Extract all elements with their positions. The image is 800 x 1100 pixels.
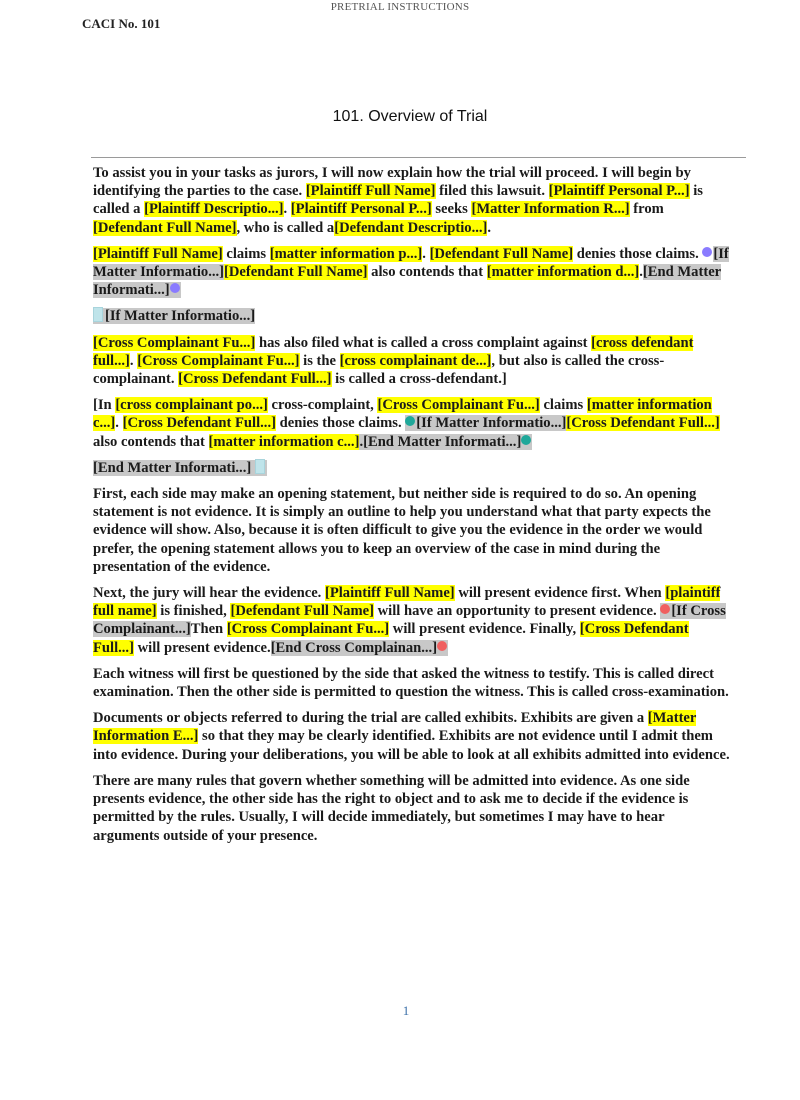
- text: Documents or objects referred to during the trial are called exhibits. Exhibits are given a: [93, 710, 648, 727]
- text: Then: [190, 621, 227, 638]
- text: also contends that: [367, 264, 487, 281]
- text: will present evidence first. When: [454, 585, 666, 602]
- text: .: [422, 245, 430, 262]
- text: , but also is called the cross-complainant.: [93, 352, 665, 388]
- merge-field[interactable]: [plaintiff full name]: [93, 585, 721, 620]
- condition-marker-icon[interactable]: [405, 416, 415, 426]
- merge-field[interactable]: [cross defendant full...]: [93, 334, 694, 369]
- text: will present evidence. Finally,: [389, 621, 580, 638]
- conditional-field[interactable]: [If Matter Informatio...]: [105, 308, 256, 325]
- text: claims: [222, 245, 270, 262]
- merge-field[interactable]: [Plaintiff Full Name]: [324, 585, 455, 602]
- conditional-field[interactable]: [End Matter Informati...]: [93, 459, 252, 476]
- merge-field[interactable]: [Matter Information R...]: [471, 201, 630, 218]
- merge-field[interactable]: [matter information p...]: [269, 245, 423, 262]
- conditional-field[interactable]: [End Cross Complainan...]: [270, 639, 438, 656]
- merge-field[interactable]: [matter information c...]: [208, 433, 360, 450]
- text: seeks: [431, 201, 472, 218]
- caci-number: CACI No. 101: [82, 16, 161, 31]
- paragraph-exhibits: [93, 709, 733, 764]
- merge-field[interactable]: [Plaintiff Personal P...]: [290, 201, 432, 218]
- merge-field[interactable]: [Plaintiff Full Name]: [305, 183, 436, 200]
- merge-field[interactable]: [Plaintiff Personal P...]: [548, 183, 690, 200]
- merge-field[interactable]: [Plaintiff Descriptio...]: [144, 201, 284, 218]
- merge-field[interactable]: [Cross Complainant Fu...]: [137, 352, 300, 369]
- text: .: [129, 352, 138, 369]
- merge-field[interactable]: [Defendant Full Name]: [93, 219, 237, 236]
- conditional-field[interactable]: [End Matter Informati...]: [93, 264, 722, 299]
- conditional-field[interactable]: [If Cross Complainant...]: [93, 603, 726, 638]
- merge-field[interactable]: [Cross Defendant Full...]: [566, 415, 720, 432]
- horizontal-rule: [91, 157, 746, 158]
- page-number: 1: [402, 1003, 410, 1018]
- merge-field[interactable]: [Cross Defendant Full...]: [178, 371, 332, 388]
- merge-field[interactable]: [matter information c...]: [93, 397, 712, 432]
- paragraph-intro: [93, 164, 733, 237]
- merge-field[interactable]: [cross complainant de...]: [339, 352, 492, 369]
- paragraph-if-matter: [93, 307, 733, 325]
- text: To assist you in your tasks as jurors, I will now explain how the trial will proceed. I will begin by identifying the parties to the case.: [93, 165, 691, 200]
- paragraph-end-matter: [93, 459, 733, 477]
- paragraph-cross-claims: [93, 396, 733, 451]
- text: is called a cross-defendant.]: [331, 371, 507, 388]
- merge-field[interactable]: [matter information d...]: [486, 264, 640, 281]
- condition-marker-icon[interactable]: [521, 435, 531, 445]
- text: filed this lawsuit.: [435, 183, 549, 200]
- text: [In: [93, 397, 116, 414]
- merge-field[interactable]: [Cross Complainant Fu...]: [93, 334, 256, 351]
- text: has also filed what is called a cross complaint against: [255, 334, 592, 351]
- merge-field[interactable]: [Cross Complainant Fu...]: [377, 397, 540, 414]
- merge-field[interactable]: [Defendant Full Name]: [230, 603, 374, 620]
- text: cross-complaint,: [267, 397, 378, 414]
- bookmark-icon[interactable]: [255, 459, 265, 474]
- merge-field[interactable]: [Defendant Full Name]: [429, 245, 574, 262]
- text: will have an opportunity to present evidence.: [373, 603, 661, 620]
- merge-field[interactable]: [Defendant Descriptio...]: [334, 219, 488, 236]
- text: .: [487, 219, 492, 236]
- text: denies those claims.: [275, 415, 406, 432]
- condition-marker-icon[interactable]: [702, 247, 712, 257]
- merge-field[interactable]: [Cross Complainant Fu...]: [226, 621, 390, 638]
- merge-field[interactable]: [cross complainant po...]: [115, 397, 268, 414]
- text: .: [359, 433, 364, 450]
- text: Next, the jury will hear the evidence.: [93, 585, 325, 602]
- text: claims: [539, 397, 587, 414]
- merge-field[interactable]: [Defendant Full Name]: [224, 264, 368, 281]
- paragraph-evidence-order: [93, 584, 733, 657]
- merge-field[interactable]: [Plaintiff Full Name]: [93, 245, 223, 262]
- text: .: [639, 264, 643, 281]
- merge-field[interactable]: [Cross Defendant Full...]: [122, 415, 276, 432]
- text: is called a: [93, 183, 703, 218]
- conditional-field[interactable]: [If Matter Informatio...]: [93, 245, 729, 281]
- condition-marker-icon[interactable]: [660, 604, 670, 614]
- text: is the: [299, 352, 340, 369]
- paragraph-rules: There are many rules that govern whether something will be admitted into evidence. As one side presents evidence, the other side has the right to object and to ask me to decide if the evidence is permitted by the rules. Usually, I will decide immediately, but sometimes I may have to hear arguments outside of your presence.: [93, 772, 690, 844]
- merge-field[interactable]: [Matter Information E...]: [93, 710, 697, 745]
- document-body: [93, 164, 733, 853]
- merge-field[interactable]: [Cross Defendant Full...]: [93, 621, 689, 656]
- text: from: [629, 201, 664, 218]
- paragraph-claims: [93, 245, 733, 300]
- paragraph-witness: Each witness will first be questioned by the side that asked the witness to testify. This is called direct examination. Then the other side is permitted to question the witness. This is called cross-examination.: [93, 665, 729, 701]
- text: is finished,: [156, 603, 231, 620]
- text: will present evidence.: [133, 639, 271, 656]
- paragraph-opening-statement: First, each side may make an opening statement, but neither side is required to do so. An opening statement is not evidence. It is simply an outline to help you understand what that party expects the evidence will show. Also, because it is often difficult to give you the evidence in the order we would prefer, the opening statement allows you to keep an overview of the case in mind during the presentation of the evidence.: [93, 486, 711, 575]
- running-header: PRETRIAL INSTRUCTIONS: [330, 1, 470, 13]
- conditional-field[interactable]: [If Matter Informatio...]: [416, 415, 567, 432]
- condition-marker-icon[interactable]: [437, 641, 447, 651]
- conditional-field[interactable]: [End Matter Informati...]: [363, 433, 522, 450]
- page-title: 101. Overview of Trial: [332, 108, 488, 125]
- condition-marker-icon[interactable]: [170, 283, 180, 293]
- text: .: [283, 201, 291, 218]
- text: also contends that: [93, 433, 209, 450]
- bookmark-icon[interactable]: [93, 307, 103, 322]
- text: so that they may be clearly identified. Exhibits are not evidence until I admit them into evidence. During your deliberations, you will be able to look at all exhibits admitted into evidence.: [93, 728, 730, 763]
- text: , who is called a: [236, 219, 335, 236]
- text: denies those claims.: [573, 245, 703, 262]
- paragraph-cross-complaint: [93, 334, 733, 389]
- text: .: [115, 415, 123, 432]
